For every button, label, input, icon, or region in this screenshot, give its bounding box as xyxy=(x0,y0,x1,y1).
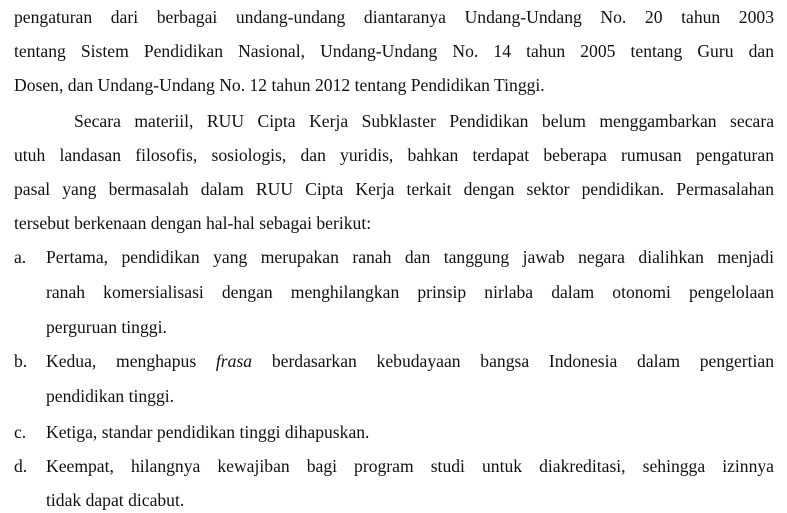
intro-line-1: pengaturan dari berbagai undang-undang diantaranya Undang-Undang No. 20 tahun 2003 xyxy=(14,7,774,27)
list-item-a-line-1: Pertama, pendidikan yang merupakan ranah dan tanggung jawab negara dialihkan menjadi xyxy=(46,247,774,267)
list-item-b-text-after: berdasarkan kebudayaan bangsa Indonesia dalam pengertian xyxy=(252,351,775,371)
list-item-b-line-1 xyxy=(46,350,774,372)
list-item-c-line-1: Ketiga, standar pendidikan tinggi dihapuskan. xyxy=(46,422,370,442)
paragraph2-line-3: pasal yang bermasalah dalam RUU Cipta Kerja terkait dengan sektor pendidikan. Permasalahan xyxy=(14,179,774,199)
paragraph2-line-2: utuh landasan filosofis, sosiologis, dan yuridis, bahkan terdapat beberapa rumusan pengaturan xyxy=(14,145,774,165)
paragraph2-line-1: Secara materiil, RUU Cipta Kerja Subklaster Pendidikan belum menggambarkan secara xyxy=(74,111,774,131)
list-item-d-line-1: Keempat, hilangnya kewajiban bagi program studi untuk diakreditasi, sehingga izinnya xyxy=(46,456,774,476)
list-item-b-line-2: pendidikan tinggi. xyxy=(46,386,175,406)
list-item-a-line-3: perguruan tinggi. xyxy=(46,317,167,337)
list-marker-a: a. xyxy=(14,247,27,267)
intro-line-2: tentang Sistem Pendidikan Nasional, Undang-Undang No. 14 tahun 2005 tentang Guru dan xyxy=(14,41,774,61)
list-item-d-line-2: tidak dapat dicabut. xyxy=(46,490,185,510)
list-marker-c: c. xyxy=(14,422,27,442)
list-marker-b: b. xyxy=(14,351,28,371)
list-item-b-italic-term: frasa xyxy=(215,351,253,371)
list-item-b-text-before: Kedua, menghapus xyxy=(46,351,216,371)
list-marker-d: d. xyxy=(14,456,28,476)
list-item-a-line-2: ranah komersialisasi dengan menghilangkan prinsip nirlaba dalam otonomi pengelolaan xyxy=(46,282,774,302)
paragraph2-line-4: tersebut berkenaan dengan hal-hal sebagai berikut: xyxy=(14,213,372,233)
intro-line-3: Dosen, dan Undang-Undang No. 12 tahun 2012 tentang Pendidikan Tinggi. xyxy=(14,75,545,95)
